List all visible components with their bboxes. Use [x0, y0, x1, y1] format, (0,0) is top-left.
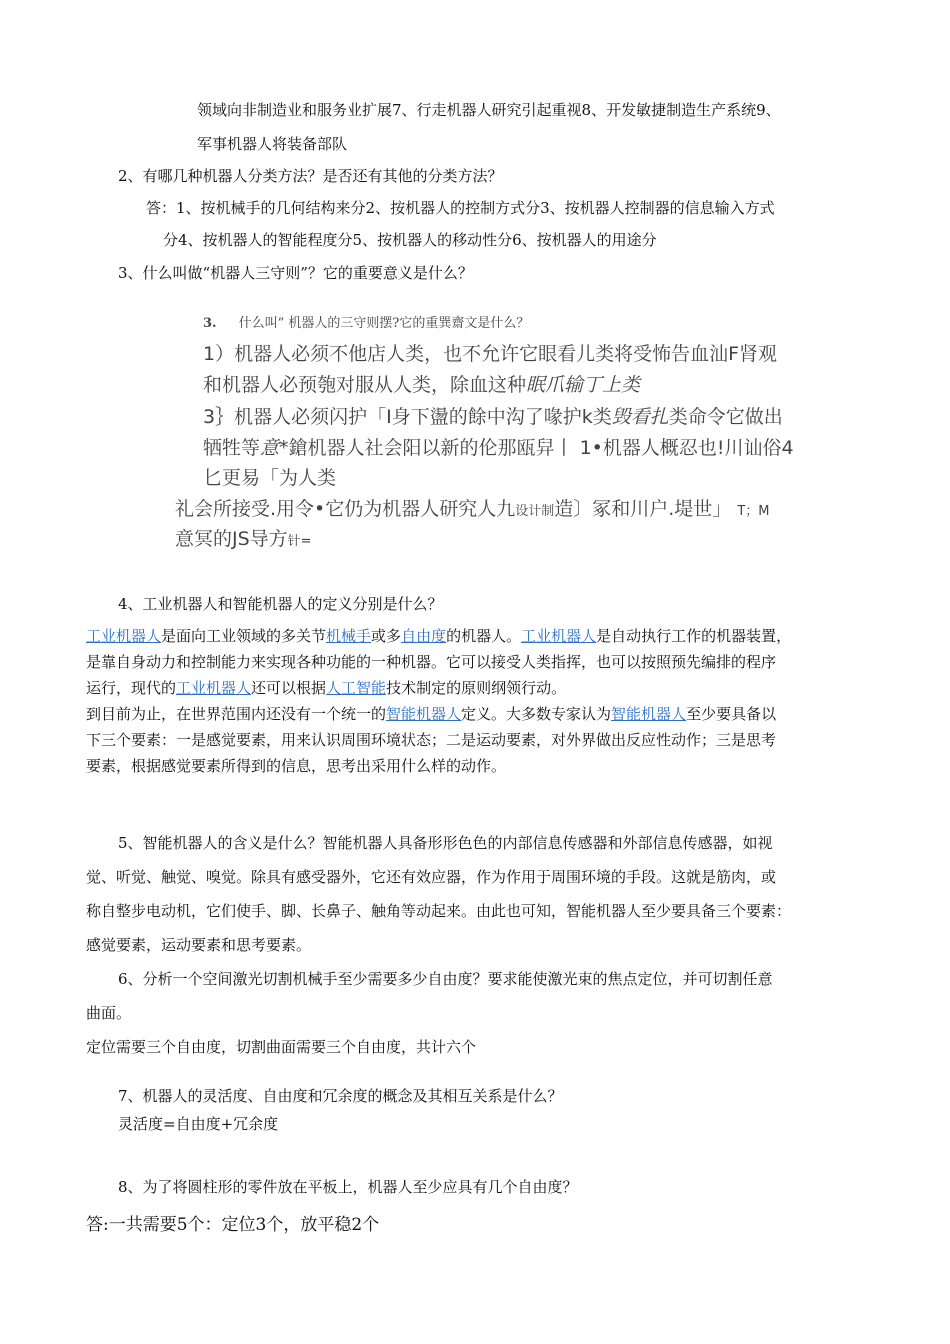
- q3-scan-line-7b: 针=: [287, 534, 312, 549]
- q3-scan-line-2: [203, 369, 640, 401]
- q3-question: 3、什么叫做“机器人三守则”？它的重要意义是什么？: [118, 264, 473, 282]
- intro-continued-line-1: 领域向非制造业和服务业扩展7、行走机器人研究引起重视8、开发敏捷制造生产系统9、: [197, 101, 781, 119]
- q4-answer-line-4: [86, 701, 776, 727]
- q2-answer-line-1: 答：1、按机械手的几何结构来分2、按机器人的控制方式分3、按机器人控制器的信息输入方式: [146, 199, 775, 217]
- q3-scan-line-1: 1）机器人必须不他店人类，也不允许它眼看儿类将受怖告血汕F肾观: [203, 343, 778, 365]
- text-segment: 还可以根据: [251, 679, 327, 697]
- q3-scan-line-4: [203, 432, 794, 464]
- link-industrial-robot[interactable]: 工业机器人: [86, 627, 162, 645]
- text-segment: 是自动执行工作的机器装置，: [596, 627, 792, 645]
- q4-answer-line-5: 下三个要素：一是感觉要素，用来认识周围环境状态；二是运动要素，对外界做出反应性动作；三是思考: [86, 731, 777, 749]
- q3-scan-line-7: [175, 523, 312, 558]
- q3-scan-line-4b: 意*: [260, 437, 289, 459]
- q5-line-1: 5、智能机器人的含义是什么？智能机器人具备形形色色的内部信息传感器和外部信息传感器，如视: [118, 834, 773, 852]
- q3-scan-title-text: 什么叫” 机器人的三守则摆?它的重巽齋文是什么？: [238, 316, 530, 331]
- link-degree-of-freedom[interactable]: 自由度: [401, 627, 447, 645]
- q3-scan-line-2a: 和机器人必预匏对服从人类，除血这种: [203, 374, 527, 396]
- q5-line-4: 感觉要素，运动要素和思考要素。: [86, 936, 312, 954]
- text-segment: 运行，现代的: [86, 679, 177, 697]
- link-industrial-robot[interactable]: 工业机器人: [521, 627, 597, 645]
- q6-answer: 定位需要三个自由度，切割曲面需要三个自由度，共计六个: [86, 1038, 477, 1056]
- intro-continued-line-2: 军事机器人将装备部队: [197, 135, 348, 153]
- q3-scan-line-7a: 意冥的JS导方: [175, 528, 288, 550]
- q3-scan-line-6a: 礼会所接受.用令•它仍为机器人研究人九: [175, 498, 516, 520]
- q4-answer-line-6: 要素，根据感觉要素所得到的信息，思考出采用什么样的动作。: [86, 757, 507, 775]
- q3-scan-line-5: 匕更易「为人类: [203, 467, 337, 489]
- text-segment: 到目前为止，在世界范围内还没有一个统一的: [86, 705, 387, 723]
- q6-line-1: 6、分析一个空间激光切割机械手至少需要多少自由度？要求能使激光束的焦点定位，并可切割任意: [118, 970, 773, 988]
- link-intelligent-robot[interactable]: 智能机器人: [386, 705, 462, 723]
- q5-line-3: 称自整步电动机，它们使手、脚、长鼻子、触角等动起来。由此也可知，智能机器人至少要具备三个要素：: [86, 902, 792, 920]
- q4-question: 4、工业机器人和智能机器人的定义分别是什么？: [118, 595, 443, 613]
- text-segment: 或多: [371, 627, 402, 645]
- link-industrial-robot[interactable]: 工业机器人: [176, 679, 252, 697]
- q8-question: 8、为了将圆柱形的零件放在平板上，机器人至少应具有几个自由度？: [118, 1178, 578, 1196]
- q8-answer: 答:一共需要5个：定位3个，放平稳2个: [86, 1215, 380, 1235]
- q3-scan-line-3a: 3｝机器人必须闪护「I身下盪的餘中沟了喙护k类: [203, 406, 612, 428]
- q3-scan-line-3: [203, 401, 783, 433]
- q3-scan-line-3b: 毁看扎: [611, 406, 669, 428]
- text-segment: 的机器人。: [446, 627, 522, 645]
- q7-answer: 灵活度=自由度+冗余度: [118, 1115, 279, 1133]
- link-manipulator[interactable]: 机械手: [326, 627, 372, 645]
- q3-scan-line-6b: 设计制: [515, 504, 555, 519]
- text-segment: 是面向工业领域的多关节: [161, 627, 327, 645]
- q3-scan-line-2b: 眠爪输丁上类: [526, 374, 641, 396]
- text-segment: 定义。大多数专家认为: [461, 705, 612, 723]
- text-segment: 技术制定的原则纲领行动。: [386, 679, 567, 697]
- q4-answer-line-1: [86, 623, 791, 649]
- q7-question: 7、机器人的灵活度、自由度和冗余度的概念及其相互关系是什么？: [118, 1087, 563, 1105]
- q3-scan-title: [203, 312, 529, 331]
- q6-line-2: 曲面。: [86, 1004, 132, 1022]
- q3-scan-line-6c: 造〕冢和川户.堤世」: [554, 498, 732, 520]
- q3-scan-line-4a: 牺牲等: [203, 437, 261, 459]
- text-segment: 至少要具备以: [686, 705, 777, 723]
- q3-scan-line-3c: 类命令它做出: [668, 406, 783, 428]
- q2-question: 2、有哪几种机器人分类方法？是否还有其他的分类方法？: [118, 167, 503, 185]
- link-intelligent-robot[interactable]: 智能机器人: [611, 705, 687, 723]
- q3-scan-line-6d: T；M: [737, 504, 770, 519]
- q4-answer-line-2: 是靠自身动力和控制能力来实现各种功能的一种机器。它可以接受人类指挥，也可以按照预先编排的程序: [86, 653, 777, 671]
- q3-scan-line-4c: 鎗机器人社会阳以新的伦那瓯舁丨 1•机器人概忍也!川讪俗4: [288, 437, 794, 459]
- q5-line-2: 觉、听觉、触觉、嗅觉。除具有感受器外，它还有效应器，作为作用于周围环境的手段。这就是筋肉，或: [86, 868, 777, 886]
- link-artificial-intelligence[interactable]: 人工智能: [326, 679, 387, 697]
- q4-answer-line-3: [86, 675, 566, 701]
- q3-scan-number: 3.: [203, 316, 217, 331]
- q2-answer-line-2: 分4、按机器人的智能程度分5、按机器人的移动性分6、按机器人的用途分: [163, 231, 657, 249]
